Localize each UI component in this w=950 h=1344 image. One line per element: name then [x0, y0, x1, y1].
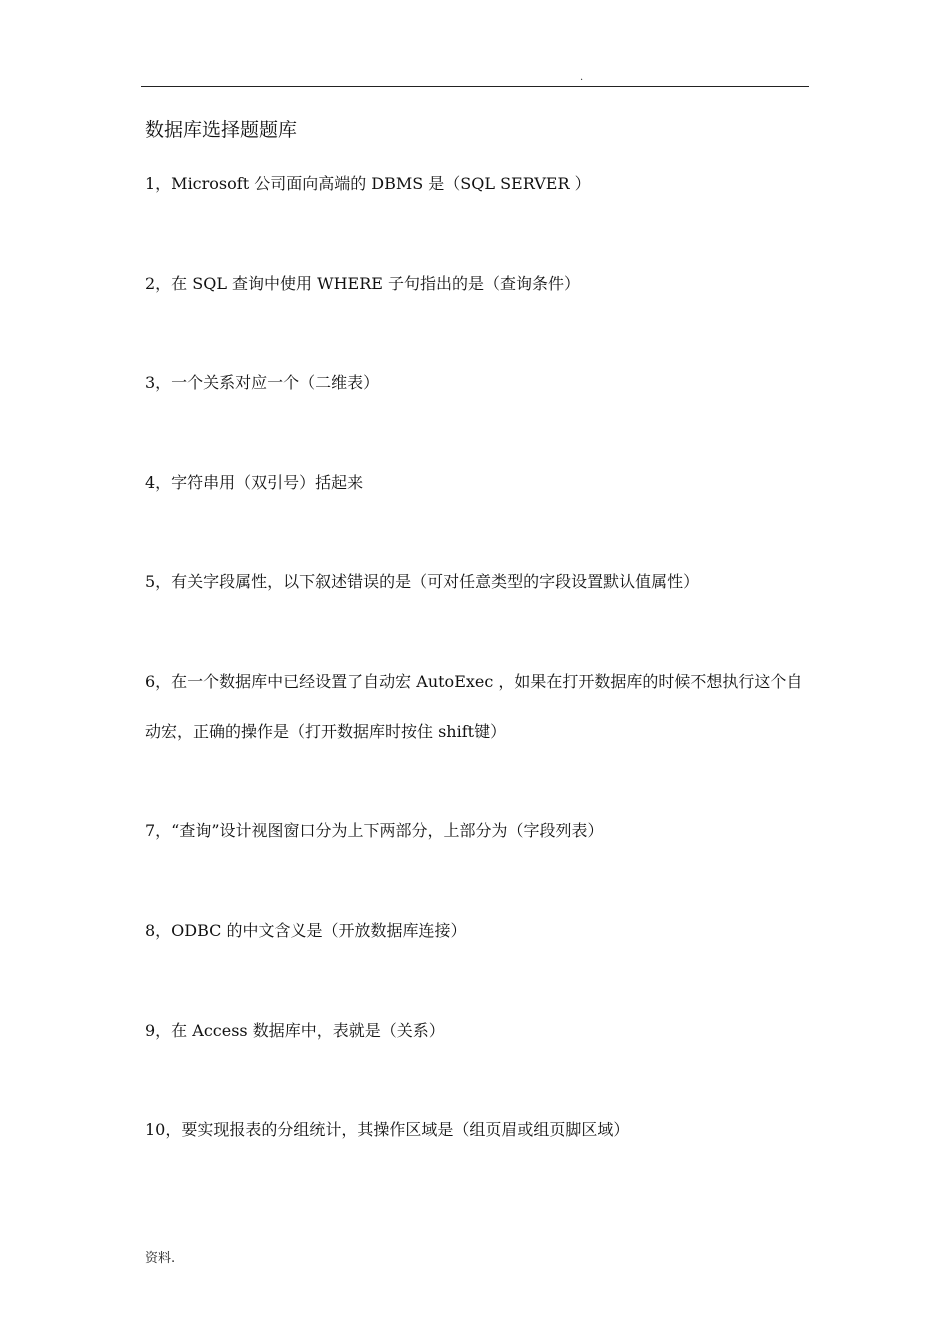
question-10: 10，要实现报表的分组统计，其操作区域是（组页眉或组页脚区域）: [145, 1120, 630, 1139]
question-5: 5，有关字段属性，以下叙述错误的是（可对任意类型的字段设置默认值属性）: [145, 572, 700, 591]
question-2: 2，在 SQL 查询中使用 WHERE 子句指出的是（查询条件）: [145, 274, 581, 293]
question-7: 7，“查询”设计视图窗口分为上下两部分，上部分为（字段列表）: [145, 821, 604, 840]
question-1: 1，Microsoft 公司面向高端的 DBMS 是（SQL SERVER ）: [145, 174, 591, 193]
header-dot: .: [580, 72, 584, 83]
page-footer: 资料.: [145, 1251, 176, 1266]
question-9: 9，在 Access 数据库中，表就是（关系）: [145, 1021, 445, 1040]
question-8: 8，ODBC 的中文含义是（开放数据库连接）: [145, 921, 467, 940]
header-rule: [141, 86, 809, 87]
question-3: 3，一个关系对应一个（二维表）: [145, 373, 380, 392]
question-6: 6，在一个数据库中已经设置了自动宏 AutoExec ，如果在打开数据库的时候不想执行这个自动宏，正确的操作是（打开数据库时按住 shift键）: [145, 672, 803, 741]
question-4: 4，字符串用（双引号）括起来: [145, 473, 364, 492]
document-title: 数据库选择题题库: [145, 119, 298, 141]
